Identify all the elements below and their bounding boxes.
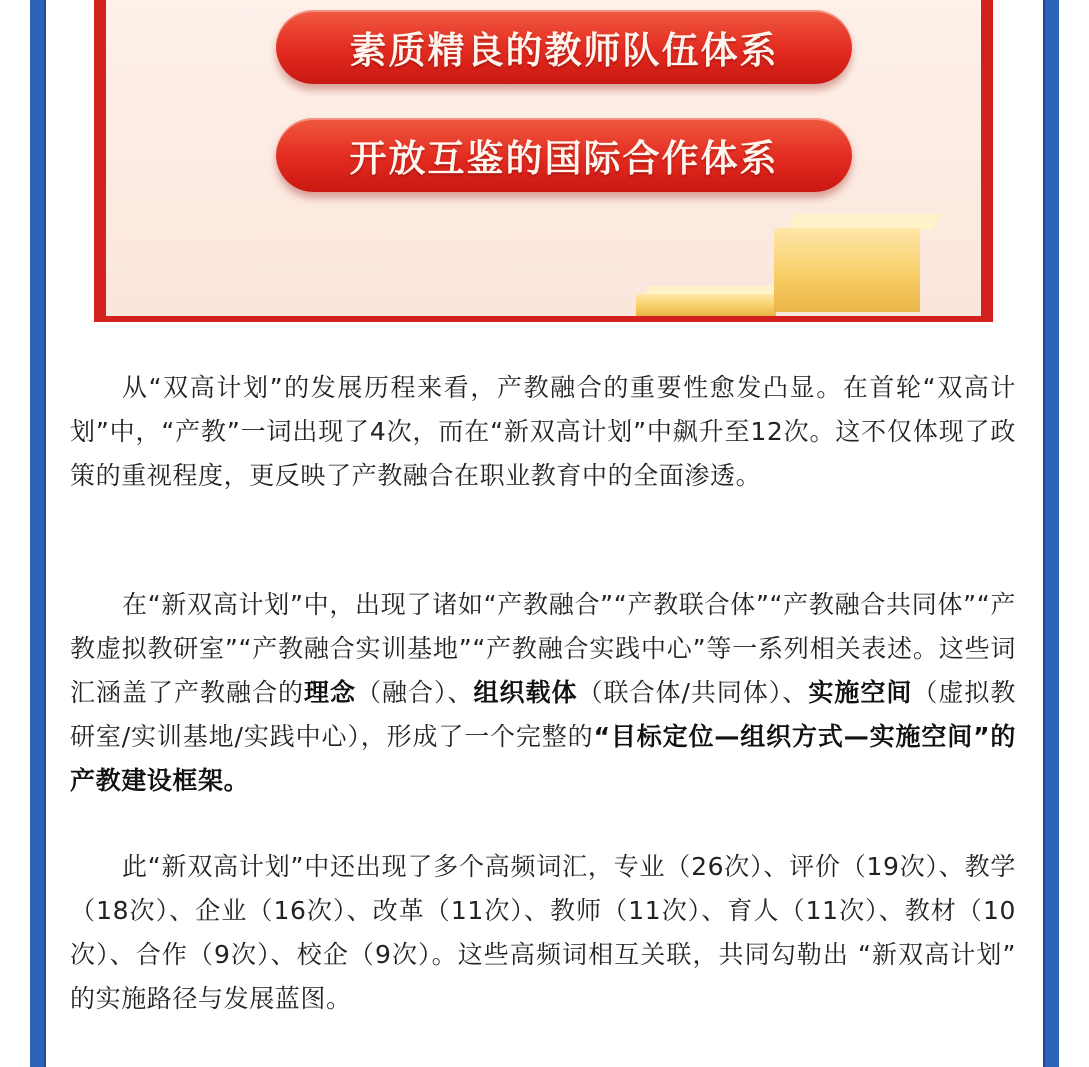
banner-pill-international-system: [276, 118, 852, 192]
paragraph-high-frequency-words: 此“新双高计划”中还出现了多个高频词汇，专业（26次）、评价（19次）、教学（18次）、企业（16次）、改革（11次）、教师（11次）、育人（11次）、教材（10次）、合作（9次）、校企（9次）。这些高频词相互关联，共同勾勒出 “新双高计划” 的实施路径与发展蓝图。: [70, 852, 1016, 1013]
banner-pill-label: 素质精良的教师队伍体系: [349, 29, 779, 72]
text-segment: （融合）、: [355, 678, 474, 707]
paragraph-history: 从“双高计划”的发展历程来看，产教融合的重要性愈发凸显。在首轮“双高计划”中，“产教”一词出现了4次，而在“新双高计划”中飙升至12次。这不仅体现了政策的重视程度，更反映了产教融合在职业教育中的全面渗透。: [70, 373, 1016, 490]
text-segment: 在“新双高计划”中，出现了诸如“产教融合”“产教联合体”“产教融合共同体”“产教虚拟教研室”“产教融合实训基地”“产教融合实践中心”等一系列相关表述。这些词汇涵盖了产教融合的: [70, 590, 1016, 707]
bold-framework-statement: “目标定位—组织方式—实施空间”的产教建设框架。: [70, 722, 1016, 795]
banner-pill-teacher-system: [276, 10, 852, 84]
paragraph-framework: [70, 583, 1016, 803]
text-segment: （虚拟教研室/实训基地/实践中心），形成了一个完整的: [70, 678, 1016, 751]
right-border-bar: [1043, 0, 1059, 1067]
text-segment: （联合体/共同体）、: [577, 678, 809, 707]
banner-panel: [106, 0, 981, 316]
banner-pill-label: 开放互鉴的国际合作体系: [349, 137, 779, 180]
banner-image: [94, 0, 993, 322]
gold-block-large: [774, 214, 932, 312]
bold-term-space: 实施空间: [808, 678, 913, 707]
bold-term-carrier: 组织载体: [473, 678, 578, 707]
bold-term-concept: 理念: [303, 678, 356, 707]
left-border-bar: [30, 0, 46, 1067]
gold-block-small: [636, 286, 786, 312]
